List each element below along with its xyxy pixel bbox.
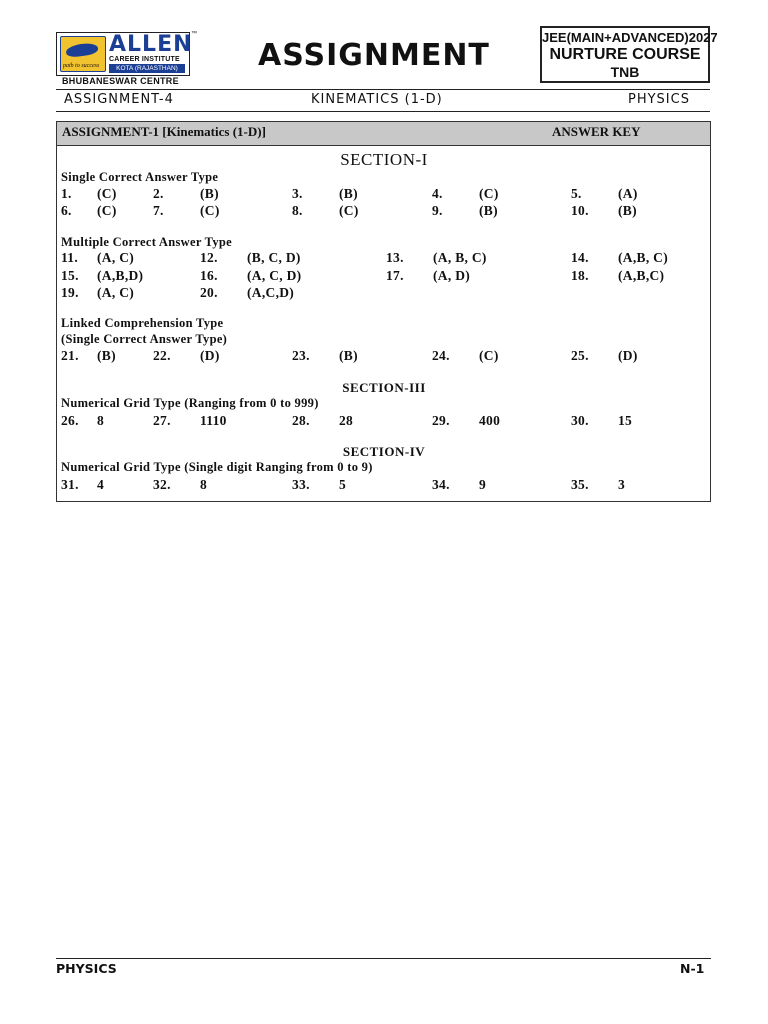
question-number: 34. [432, 477, 450, 492]
logo-tagline: path to success [63, 63, 100, 69]
answer-value: (D) [618, 348, 638, 363]
logo-city: KOTA (RAJASTHAN) [109, 64, 185, 73]
question-number: 10. [571, 203, 589, 218]
answer-value: (C) [479, 186, 499, 201]
answer-value: (A, C, D) [247, 268, 302, 283]
answer-value: (A,C,D) [247, 285, 295, 300]
course-batch: TNB [610, 64, 640, 80]
linked-comprehension-label: Linked Comprehension Type [61, 316, 224, 330]
question-number: 31. [61, 477, 79, 492]
answer-value: (C) [97, 203, 117, 218]
answer-value: (B) [339, 348, 358, 363]
logo-emblem-icon [60, 36, 106, 72]
question-number: 5. [571, 186, 582, 201]
question-number: 8. [292, 203, 303, 218]
allen-logo [56, 31, 197, 86]
course-name: NURTURE COURSE [549, 46, 701, 63]
subheader-divider [56, 111, 710, 112]
question-number: 28. [292, 413, 310, 428]
question-number: 22. [153, 348, 171, 363]
question-number: 26. [61, 413, 79, 428]
section-1-heading: SECTION-I [340, 150, 428, 169]
answer-value: 8 [200, 477, 208, 492]
question-number: 16. [200, 268, 218, 283]
footer-divider [56, 958, 711, 959]
header-divider [56, 89, 710, 90]
answer-value: 9 [479, 477, 487, 492]
answer-value: (A,B, C) [618, 250, 669, 265]
question-number: 6. [61, 203, 72, 218]
multiple-correct-label: Multiple Correct Answer Type [61, 235, 232, 249]
question-number: 21. [61, 348, 79, 363]
answer-value: (A,B,C) [618, 268, 665, 283]
answer-value: 1110 [200, 413, 227, 428]
assignment-number: ASSIGNMENT-4 [64, 92, 174, 107]
numerical-grid-9-label: Numerical Grid Type (Single digit Ranging from 0 to 9) [61, 460, 373, 474]
question-number: 4. [432, 186, 443, 201]
question-number: 25. [571, 348, 589, 363]
answer-value: 400 [479, 413, 501, 428]
answer-key-label: ANSWER KEY [552, 124, 641, 139]
numerical-grid-999-label: Numerical Grid Type (Ranging from 0 to 999) [61, 396, 319, 410]
answer-value: (A, B, C) [433, 250, 487, 265]
answer-value: 15 [618, 413, 633, 428]
answer-value: (A) [618, 186, 638, 201]
answer-value: 8 [97, 413, 105, 428]
course-box [540, 26, 718, 83]
answer-value: (A, C) [97, 285, 135, 300]
question-number: 2. [153, 186, 164, 201]
question-number: 24. [432, 348, 450, 363]
question-number: 7. [153, 203, 164, 218]
answer-value: 28 [339, 413, 354, 428]
page-title: ASSIGNMENT [258, 38, 490, 73]
logo-frame [56, 31, 197, 76]
answer-value: (C) [97, 186, 117, 201]
logo-name: ALLEN [109, 32, 193, 57]
answer-value: (B) [618, 203, 637, 218]
question-number: 18. [571, 268, 589, 283]
question-number: 1. [61, 186, 72, 201]
answer-value: (B) [479, 203, 498, 218]
answer-value: (B) [200, 186, 219, 201]
question-number: 11. [61, 250, 79, 265]
answer-value: (B, C, D) [247, 250, 301, 265]
section-4-heading: SECTION-IV [342, 444, 426, 459]
answer-value: (A, C) [97, 250, 135, 265]
question-number: 35. [571, 477, 589, 492]
answer-value: (B) [339, 186, 358, 201]
question-number: 13. [386, 250, 404, 265]
chapter-name: KINEMATICS (1-D) [311, 92, 443, 107]
logo-institute: CAREER INSTITUTE [109, 56, 180, 63]
subject-name: PHYSICS [628, 92, 690, 107]
question-number: 14. [571, 250, 589, 265]
logo-trademark: ™ [191, 31, 197, 37]
answer-value: 5 [339, 477, 347, 492]
answer-value: (D) [200, 348, 220, 363]
answer-value: (B) [97, 348, 116, 363]
answer-value: (A,B,D) [97, 268, 144, 283]
footer-subject: PHYSICS [56, 961, 117, 976]
single-correct-label: Single Correct Answer Type [61, 170, 219, 184]
question-number: 23. [292, 348, 310, 363]
course-exam: JEE(MAIN+ADVANCED)2027 [542, 30, 718, 45]
page-number: N-1 [680, 961, 705, 976]
answer-value: (C) [200, 203, 220, 218]
logo-centre: BHUBANESWAR CENTRE [62, 76, 179, 86]
question-number: 32. [153, 477, 171, 492]
answer-value: (C) [479, 348, 499, 363]
answer-value: 4 [97, 477, 105, 492]
question-number: 9. [432, 203, 443, 218]
question-number: 12. [200, 250, 218, 265]
question-number: 30. [571, 413, 589, 428]
answer-key-title: ASSIGNMENT-1 [Kinematics (1-D)] [62, 124, 266, 139]
question-number: 33. [292, 477, 310, 492]
answer-value: (A, D) [433, 268, 471, 283]
question-number: 15. [61, 268, 79, 283]
answer-value: (C) [339, 203, 359, 218]
question-number: 29. [432, 413, 450, 428]
question-number: 3. [292, 186, 303, 201]
question-number: 27. [153, 413, 171, 428]
answer-value: 3 [618, 477, 626, 492]
section-3-heading: SECTION-III [342, 380, 426, 395]
question-number: 20. [200, 285, 218, 300]
linked-comprehension-sublabel: (Single Correct Answer Type) [61, 332, 228, 346]
question-number: 19. [61, 285, 79, 300]
question-number: 17. [386, 268, 404, 283]
